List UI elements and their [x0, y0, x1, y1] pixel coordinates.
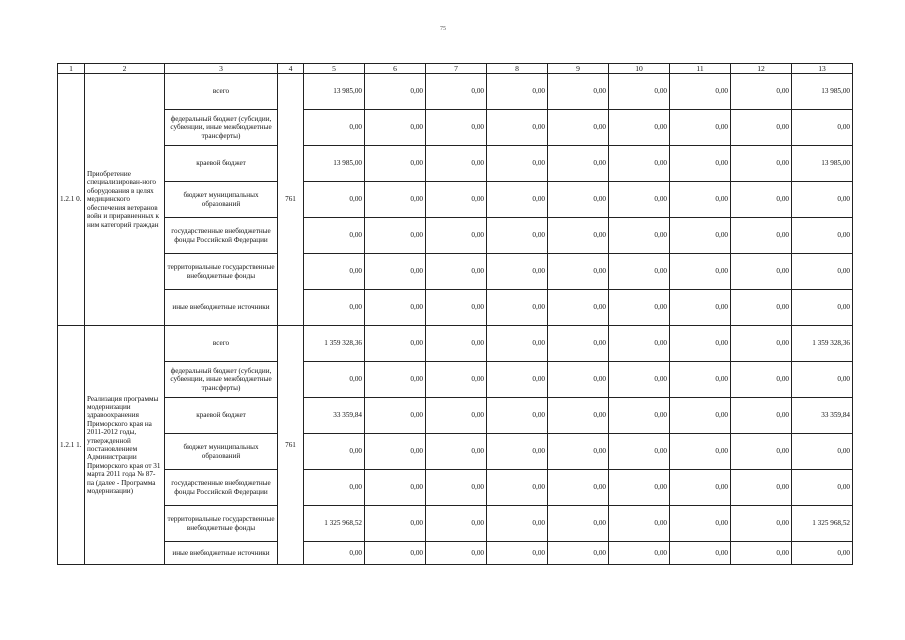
funding-source: краевой бюджет [165, 398, 278, 434]
funding-source: краевой бюджет [165, 146, 278, 182]
amount-cell: 0,00 [365, 290, 426, 326]
table-row [58, 182, 853, 218]
amount-cell: 0,00 [731, 110, 792, 146]
amount-cell: 0,00 [426, 434, 487, 470]
amount-cell: 0,00 [426, 74, 487, 110]
funding-source: федеральный бюджет (субсидии, субвенции, иные межбюджетные трансферты) [165, 110, 278, 146]
amount-cell: 0,00 [609, 146, 670, 182]
amount-cell: 0,00 [548, 290, 609, 326]
amount-cell: 0,00 [670, 362, 731, 398]
amount-cell: 1 325 968,52 [792, 506, 853, 542]
amount-cell: 0,00 [426, 470, 487, 506]
amount-cell: 0,00 [365, 182, 426, 218]
amount-cell: 0,00 [548, 146, 609, 182]
amount-cell: 0,00 [731, 290, 792, 326]
amount-cell: 0,00 [609, 542, 670, 565]
amount-cell: 0,00 [304, 542, 365, 565]
amount-cell: 0,00 [670, 470, 731, 506]
column-header: 11 [670, 64, 731, 74]
funding-source: государственные внебюджетные фонды Российской Федерации [165, 470, 278, 506]
amount-cell: 0,00 [426, 542, 487, 565]
table-row [58, 470, 853, 506]
amount-cell: 33 359,84 [792, 398, 853, 434]
column-header: 12 [731, 64, 792, 74]
amount-cell: 0,00 [487, 74, 548, 110]
amount-cell: 0,00 [670, 434, 731, 470]
column-header: 1 [58, 64, 85, 74]
amount-cell: 0,00 [365, 74, 426, 110]
funding-source: государственные внебюджетные фонды Российской Федерации [165, 218, 278, 254]
amount-cell: 0,00 [426, 182, 487, 218]
amount-cell: 0,00 [609, 74, 670, 110]
column-header: 9 [548, 64, 609, 74]
amount-cell: 0,00 [365, 110, 426, 146]
table-row [58, 74, 853, 110]
amount-cell: 0,00 [365, 434, 426, 470]
amount-cell: 0,00 [548, 74, 609, 110]
funding-source: всего [165, 74, 278, 110]
amount-cell: 0,00 [426, 218, 487, 254]
amount-cell: 0,00 [609, 434, 670, 470]
column-header: 6 [365, 64, 426, 74]
funding-source: иные внебюджетные источники [165, 542, 278, 565]
amount-cell: 0,00 [609, 182, 670, 218]
amount-cell: 0,00 [365, 542, 426, 565]
amount-cell: 0,00 [731, 74, 792, 110]
amount-cell: 13 985,00 [792, 146, 853, 182]
amount-cell: 0,00 [365, 218, 426, 254]
amount-cell: 0,00 [731, 506, 792, 542]
amount-cell: 0,00 [365, 254, 426, 290]
amount-cell: 0,00 [304, 290, 365, 326]
amount-cell: 13 985,00 [304, 74, 365, 110]
measure-name: Реализация программы модернизации здравоохранения Приморского края на 2011-2012 годы, утвержденной постановлением Администрации Приморского края от 31 марта 2011 года № 87-па (далее - Программа модернизации) [85, 326, 165, 565]
column-header: 13 [792, 64, 853, 74]
amount-cell: 0,00 [365, 326, 426, 362]
amount-cell: 0,00 [426, 398, 487, 434]
funding-source: иные внебюджетные источники [165, 290, 278, 326]
funding-source: бюджет муниципальных образований [165, 434, 278, 470]
amount-cell: 13 985,00 [792, 74, 853, 110]
amount-cell: 0,00 [792, 362, 853, 398]
amount-cell: 0,00 [487, 110, 548, 146]
funding-source: федеральный бюджет (субсидии, субвенции, иные межбюджетные трансферты) [165, 362, 278, 398]
amount-cell: 0,00 [731, 146, 792, 182]
amount-cell: 0,00 [792, 542, 853, 565]
amount-cell: 0,00 [731, 398, 792, 434]
amount-cell: 0,00 [731, 182, 792, 218]
table-row [58, 110, 853, 146]
amount-cell: 0,00 [609, 218, 670, 254]
amount-cell: 0,00 [426, 146, 487, 182]
amount-cell: 0,00 [609, 110, 670, 146]
column-header: 5 [304, 64, 365, 74]
amount-cell: 0,00 [487, 362, 548, 398]
amount-cell: 0,00 [548, 254, 609, 290]
amount-cell: 0,00 [487, 182, 548, 218]
column-header: 3 [165, 64, 278, 74]
budget-table [57, 63, 853, 565]
amount-cell: 0,00 [487, 290, 548, 326]
amount-cell: 0,00 [548, 398, 609, 434]
amount-cell: 0,00 [365, 362, 426, 398]
amount-cell: 0,00 [304, 218, 365, 254]
amount-cell: 0,00 [487, 218, 548, 254]
amount-cell: 0,00 [548, 434, 609, 470]
table-row [58, 290, 853, 326]
header-row [58, 64, 853, 74]
column-header: 4 [278, 64, 304, 74]
amount-cell: 0,00 [792, 470, 853, 506]
amount-cell: 0,00 [487, 506, 548, 542]
amount-cell: 0,00 [731, 470, 792, 506]
amount-cell: 0,00 [670, 398, 731, 434]
amount-cell: 0,00 [426, 290, 487, 326]
amount-cell: 0,00 [670, 218, 731, 254]
table-row [58, 146, 853, 182]
amount-cell: 0,00 [609, 506, 670, 542]
amount-cell: 0,00 [670, 506, 731, 542]
amount-cell: 0,00 [792, 290, 853, 326]
funding-source: всего [165, 326, 278, 362]
amount-cell: 0,00 [365, 506, 426, 542]
amount-cell: 1 359 328,36 [304, 326, 365, 362]
amount-cell: 13 985,00 [304, 146, 365, 182]
row-index: 1.2.1 1. [58, 326, 85, 565]
amount-cell: 0,00 [304, 110, 365, 146]
amount-cell: 0,00 [609, 254, 670, 290]
amount-cell: 0,00 [365, 146, 426, 182]
table-row [58, 434, 853, 470]
funding-source: бюджет муниципальных образований [165, 182, 278, 218]
amount-cell: 0,00 [731, 326, 792, 362]
amount-cell: 0,00 [487, 542, 548, 565]
amount-cell: 0,00 [609, 470, 670, 506]
funding-source: территориальные государственные внебюджетные фонды [165, 254, 278, 290]
table-row [58, 542, 853, 565]
amount-cell: 0,00 [609, 398, 670, 434]
amount-cell: 0,00 [792, 182, 853, 218]
amount-cell: 0,00 [304, 254, 365, 290]
amount-cell: 1 325 968,52 [304, 506, 365, 542]
amount-cell: 0,00 [548, 506, 609, 542]
amount-cell: 0,00 [365, 398, 426, 434]
page-number: 75 [440, 26, 446, 32]
amount-cell: 0,00 [304, 434, 365, 470]
amount-cell: 0,00 [487, 254, 548, 290]
amount-cell: 0,00 [670, 326, 731, 362]
amount-cell: 0,00 [365, 470, 426, 506]
amount-cell: 0,00 [548, 470, 609, 506]
amount-cell: 0,00 [426, 362, 487, 398]
amount-cell: 0,00 [548, 218, 609, 254]
amount-cell: 0,00 [670, 146, 731, 182]
amount-cell: 0,00 [731, 362, 792, 398]
column-header: 8 [487, 64, 548, 74]
amount-cell: 0,00 [670, 182, 731, 218]
amount-cell: 0,00 [670, 110, 731, 146]
amount-cell: 0,00 [792, 218, 853, 254]
amount-cell: 33 359,84 [304, 398, 365, 434]
funding-source: территориальные государственные внебюджетные фонды [165, 506, 278, 542]
admin-code: 761 [278, 74, 304, 326]
table-row [58, 398, 853, 434]
amount-cell: 0,00 [487, 146, 548, 182]
amount-cell: 0,00 [426, 326, 487, 362]
amount-cell: 0,00 [792, 110, 853, 146]
amount-cell: 0,00 [487, 470, 548, 506]
amount-cell: 0,00 [304, 362, 365, 398]
amount-cell: 0,00 [731, 542, 792, 565]
amount-cell: 0,00 [731, 254, 792, 290]
amount-cell: 1 359 328,36 [792, 326, 853, 362]
amount-cell: 0,00 [731, 218, 792, 254]
amount-cell: 0,00 [670, 254, 731, 290]
amount-cell: 0,00 [609, 362, 670, 398]
amount-cell: 0,00 [487, 434, 548, 470]
amount-cell: 0,00 [731, 434, 792, 470]
amount-cell: 0,00 [548, 326, 609, 362]
amount-cell: 0,00 [792, 434, 853, 470]
amount-cell: 0,00 [548, 542, 609, 565]
amount-cell: 0,00 [670, 542, 731, 565]
table-row [58, 218, 853, 254]
table-row [58, 326, 853, 362]
measure-name: Приобретение специализирован-ного оборудования в целях медицинского обеспечения ветеранов войн и приравненных к ним категорий граждан [85, 74, 165, 326]
amount-cell: 0,00 [304, 182, 365, 218]
amount-cell: 0,00 [609, 290, 670, 326]
amount-cell: 0,00 [670, 74, 731, 110]
column-header: 10 [609, 64, 670, 74]
amount-cell: 0,00 [548, 182, 609, 218]
amount-cell: 0,00 [426, 506, 487, 542]
table-row [58, 506, 853, 542]
amount-cell: 0,00 [548, 110, 609, 146]
amount-cell: 0,00 [609, 326, 670, 362]
table-row [58, 362, 853, 398]
amount-cell: 0,00 [304, 470, 365, 506]
amount-cell: 0,00 [548, 362, 609, 398]
table-row [58, 254, 853, 290]
column-header: 7 [426, 64, 487, 74]
amount-cell: 0,00 [792, 254, 853, 290]
amount-cell: 0,00 [426, 110, 487, 146]
amount-cell: 0,00 [670, 290, 731, 326]
column-header: 2 [85, 64, 165, 74]
amount-cell: 0,00 [487, 398, 548, 434]
admin-code: 761 [278, 326, 304, 565]
amount-cell: 0,00 [487, 326, 548, 362]
row-index: 1.2.1 0. [58, 74, 85, 326]
amount-cell: 0,00 [426, 254, 487, 290]
